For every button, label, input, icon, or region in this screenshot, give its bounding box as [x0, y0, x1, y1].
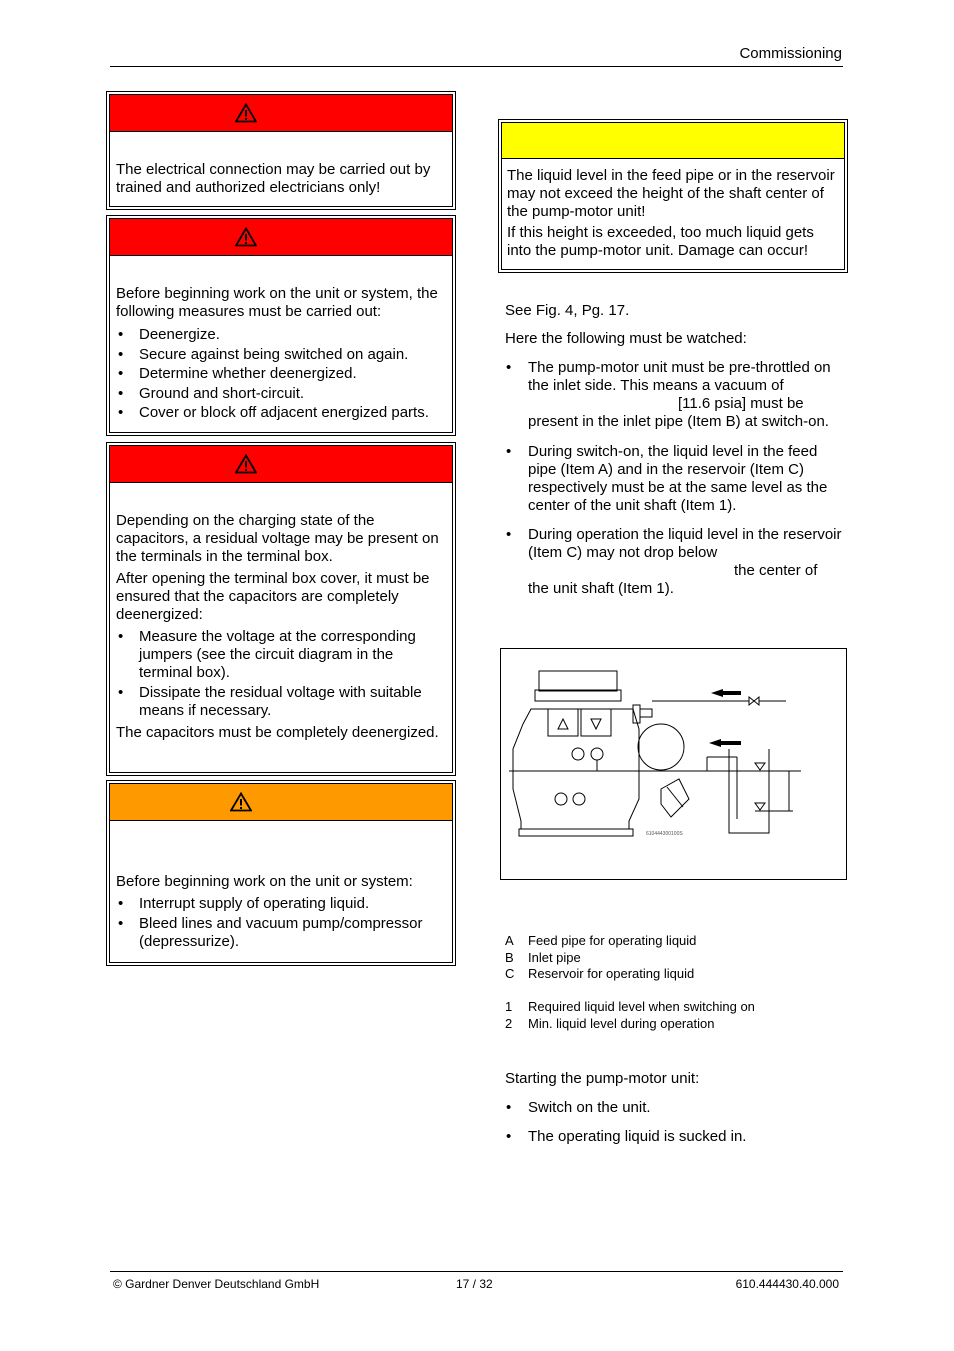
legend-row: [505, 999, 835, 1016]
legend-row: [505, 966, 835, 983]
danger-box-measures: [106, 215, 456, 436]
figure-code: 610444300100S: [646, 831, 683, 837]
list-item: • Deenergize.: [116, 325, 446, 345]
danger-header: [110, 446, 452, 483]
list-item: [505, 526, 843, 598]
start-list: [505, 1099, 843, 1146]
warning-triangle-icon: [235, 227, 257, 247]
legend-row: [505, 933, 835, 950]
danger-box-capacitors: [106, 442, 456, 776]
bullet-text: [11.6 psia] must be present in the inlet pipe (Item B) at switch-on.: [528, 395, 829, 430]
notice-paragraph: The liquid level in the feed pipe or in the reservoir may not exceed the height of the shaft center of the pump-motor unit!: [507, 167, 835, 220]
legend-text: Required liquid level when switching on: [528, 999, 755, 1014]
legend-text: Inlet pipe: [528, 949, 581, 965]
warning-intro: Before beginning work on the unit or system:: [116, 873, 413, 890]
figure-legend-levels: [505, 999, 835, 1032]
start-intro: Starting the pump-motor unit:: [505, 1070, 700, 1087]
watch-list: [505, 359, 843, 598]
footer-copyright: © Gardner Denver Deutschland GmbH: [113, 1277, 320, 1291]
warning-box-depressurize: [106, 780, 456, 966]
warning-triangle-icon: [235, 454, 257, 474]
list-item: • During switch-on, the liquid level in the feed pipe (Item A) and in the reservoir (Item C) respectively must be at the same level as the center of the unit shaft (Item 1).: [505, 443, 843, 515]
danger-intro: Before beginning work on the unit or system, the following measures must be carried out:: [116, 285, 438, 320]
figure-legend: [505, 933, 835, 983]
bullet-text: During operation the liquid level in the reservoir (Item C) may not drop below: [528, 526, 842, 561]
list-item: • Bleed lines and vacuum pump/compressor (depressurize).: [116, 915, 446, 951]
list-item: • Ground and short-circuit.: [116, 384, 446, 404]
legend-key: 1: [505, 999, 513, 1014]
danger-text: The electrical connection may be carried out by trained and authorized electricians only!: [116, 161, 431, 196]
footer-rule: [110, 1271, 843, 1272]
bullet-text: the center of: [734, 562, 818, 579]
notice-paragraph: If this height is exceeded, too much liquid gets into the pump-motor unit. Damage can occur!: [507, 224, 814, 259]
list-item: • Determine whether deenergized.: [116, 364, 446, 384]
danger-paragraph: Depending on the charging state of the capacitors, a residual voltage may be present on the terminals in the terminal box.: [116, 512, 439, 565]
list-item: • Secure against being switched on again.: [116, 345, 446, 365]
bullet-text: The pump-motor unit must be pre-throttled on the inlet side. This means a vacuum of: [528, 359, 831, 394]
danger-header: [110, 219, 452, 256]
legend-row: [505, 950, 835, 967]
header-rule: [110, 66, 843, 67]
danger-paragraph: After opening the terminal box cover, it must be ensured that the capacitors are completely deenergized:: [116, 570, 430, 623]
legend-key: C: [505, 966, 515, 981]
list-item: • The operating liquid is sucked in.: [505, 1128, 843, 1146]
list-item: • Switch on the unit.: [505, 1099, 843, 1117]
notice-header: [502, 123, 844, 159]
legend-text: Reservoir for operating liquid: [528, 966, 695, 981]
see-figure-ref: See Fig. 4, Pg. 17.: [505, 302, 630, 319]
danger-header: [110, 95, 452, 132]
legend-key: B: [505, 949, 514, 965]
warning-triangle-icon: [235, 103, 257, 123]
warning-triangle-icon: [230, 792, 252, 812]
figure-pump-diagram: [500, 648, 847, 880]
bullet-text: the unit shaft (Item 1).: [528, 580, 674, 597]
legend-row: [505, 1016, 835, 1033]
legend-key: A: [505, 933, 514, 948]
list-item: [505, 359, 843, 431]
list-item: • Dissipate the residual voltage with suitable means if necessary.: [116, 684, 446, 720]
legend-key: 2: [505, 1015, 513, 1031]
watch-intro: Here the following must be watched:: [505, 330, 747, 347]
danger-box-electricians: [106, 91, 456, 210]
list-item: • Cover or block off adjacent energized parts.: [116, 403, 446, 423]
footer-doc-number: 610.444430.40.000: [735, 1277, 839, 1291]
footer-page-number: 17 / 32: [456, 1277, 493, 1291]
danger-paragraph: The capacitors must be completely deenergized.: [116, 724, 439, 741]
warning-header: [110, 784, 452, 821]
legend-text: Feed pipe for operating liquid: [528, 933, 697, 948]
legend-text: Min. liquid level during operation: [528, 1015, 715, 1031]
list-item: • Measure the voltage at the corresponding jumpers (see the circuit diagram in the terminal box).: [116, 628, 446, 682]
notice-box-liquid-level: [498, 119, 848, 273]
list-item: • Interrupt supply of operating liquid.: [116, 895, 446, 913]
section-title: Commissioning: [739, 45, 842, 62]
pump-diagram-drawing: [501, 649, 848, 881]
